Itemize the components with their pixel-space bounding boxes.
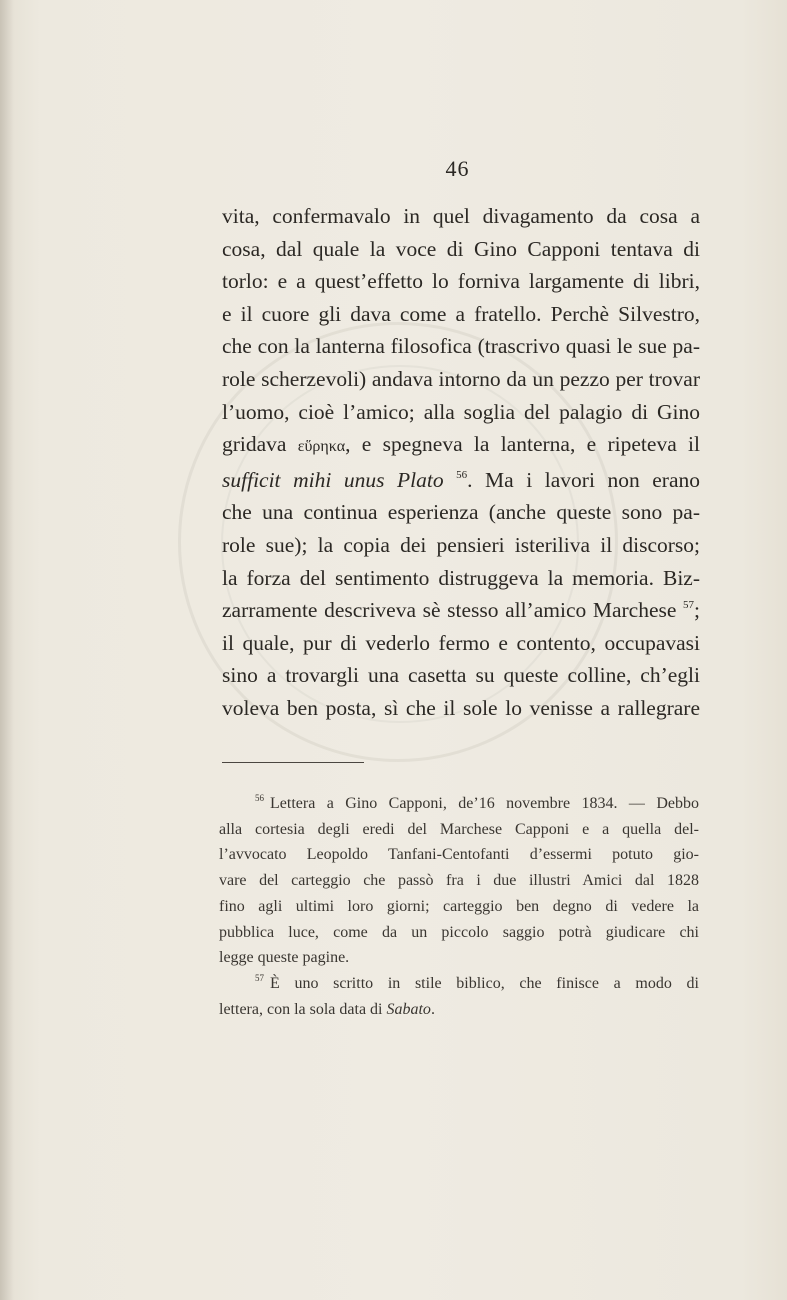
footnote-ref-57: 57 [683, 599, 695, 612]
footnote-56-line: alla cortesia degli eredi del Marchese Capponi e a quella del- [219, 820, 699, 838]
footnotes [219, 791, 699, 1022]
footnote-separator [222, 762, 364, 763]
binding-shadow [0, 0, 14, 1300]
footnote-italic: Sabato [386, 1000, 431, 1018]
body-line: il quale, pur di vederlo fermo e contento, occupavasi [222, 630, 700, 655]
footnote-57-line [219, 971, 699, 997]
footnote-mark-56: 56 [255, 793, 264, 803]
body-line-text: , e spegneva la lanterna, e ripeteva il [345, 432, 701, 457]
footnote-ref-56: 56 [456, 468, 468, 481]
body-line: l’uomo, cioè l’amico; alla soglia del palagio di Gino [222, 399, 700, 424]
body-line: sino a trovargli una casetta su queste colline, ch’egli [222, 663, 700, 688]
footnote-56-line: vare del carteggio che passò fra i due illustri Amici dal 1828 [219, 872, 699, 890]
latin-quote: sufficit mihi unus Plato [222, 467, 444, 492]
footnote-text: È uno scritto in stile biblico, che finisce a modo di [270, 974, 699, 992]
footnote-57-line [219, 997, 699, 1023]
page-number: 46 [445, 156, 470, 181]
body-line: role sue); la copia dei pensieri isteriliva il discorso; [222, 532, 700, 557]
body-line [222, 428, 700, 464]
body-line-text: . Ma i lavori non erano [467, 467, 700, 492]
body-line: vita, confermavalo in quel divagamento da cosa a [222, 204, 700, 228]
body-line: role scherzevoli) andava intorno da un pezzo per trovar [222, 366, 700, 391]
footnote-text: lettera, con la sola data di [219, 1000, 387, 1018]
body-line [222, 594, 700, 627]
footnote-text: Lettera a Gino Capponi, de’16 novembre 1834. — Debbo [270, 795, 699, 812]
footnote-56-line [219, 791, 699, 817]
footnote-text: . [430, 1000, 435, 1018]
footnote-mark-57: 57 [255, 972, 264, 983]
body-line: che una continua esperienza (anche queste sono pa- [222, 500, 700, 525]
body-line-text: zarramente descriveva sè stesso all’amico Marchese [222, 598, 677, 623]
body-line: che con la lanterna filosofica (trascrivo quasi le sue pa- [222, 334, 700, 359]
body-text [222, 200, 700, 725]
body-line: cosa, dal quale la voce di Gino Capponi tentava di [222, 236, 700, 261]
body-line: voleva ben posta, sì che il sole lo venisse a rallegrare [222, 695, 700, 720]
body-line: torlo: e a quest’effetto lo forniva largamente di libri, [222, 269, 700, 294]
body-line: la forza del sentimento distruggeva la memoria. Biz- [222, 565, 700, 590]
body-line-text: gridava [222, 432, 287, 457]
footnote-56-line: legge queste pagine. [219, 949, 350, 967]
body-line [222, 464, 700, 497]
footnote-56-line: pubblica luce, come da un piccolo saggio potrà giudicare chi [219, 923, 699, 941]
body-line-text: ; [694, 598, 700, 623]
body-line: e il cuore gli dava come a fratello. Perchè Silvestro, [222, 301, 700, 326]
greek-word: εὕρηκα [297, 438, 346, 456]
footnote-56-line: l’avvocato Leopoldo Tanfani-Centofanti d’essermi potuto gio- [219, 846, 699, 864]
footnote-56-line: fino agli ultimi loro giorni; carteggio ben degno di vedere la [219, 897, 699, 915]
